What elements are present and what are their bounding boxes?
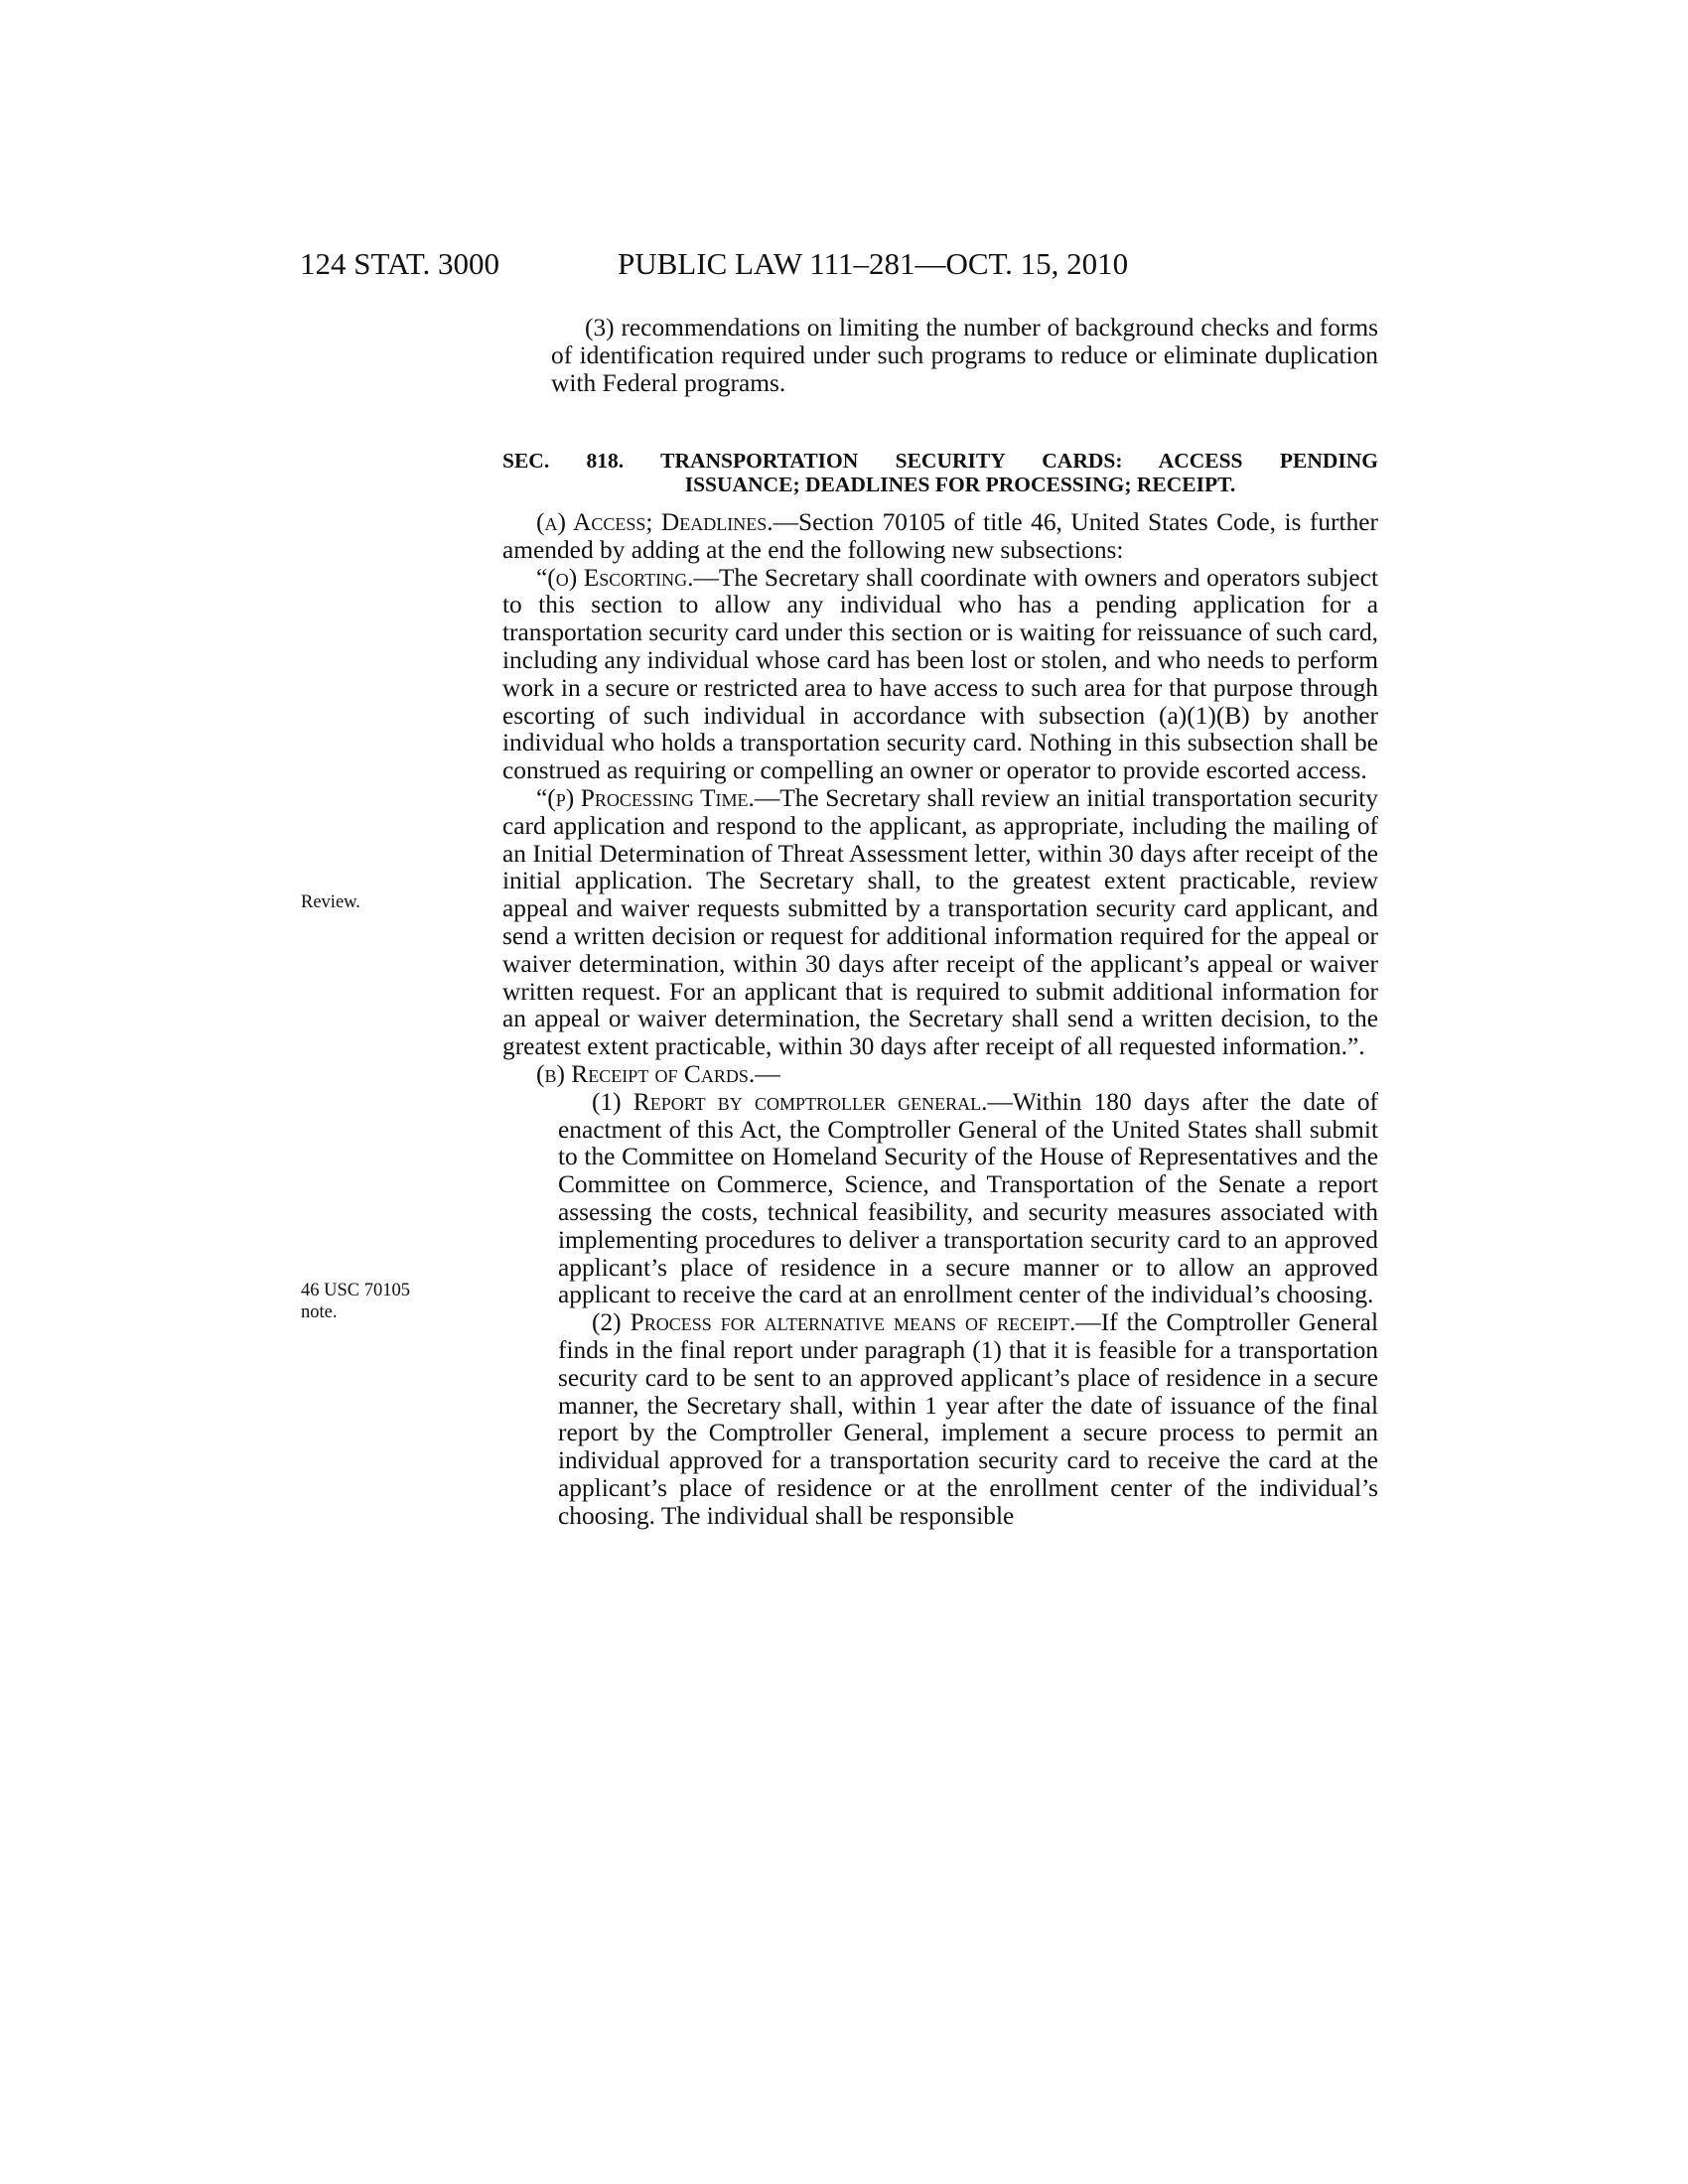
paragraph-b1 bbox=[502, 1089, 1378, 1309]
subsection-o bbox=[502, 565, 1378, 785]
paragraph-b2 bbox=[502, 1309, 1378, 1530]
paragraph-b2-text: —If the Comptroller General finds in the final report under paragraph (1) that it is feasible for a transportation security card to be sent to an approved applicant’s place of residence in a secure manner, the Secretary shall, within 1 year after the date of issuance of the final report by the Comptroller General, implement a secure process to permit an individual approved for a transportation security card to receive the card at the applicant’s place of residence or at the enrollment center of the individual’s choosing. The individual shall be responsible bbox=[558, 1308, 1378, 1530]
margin-note-usc-line1: 46 USC 70105 bbox=[301, 1281, 410, 1300]
subsection-o-text: —The Secretary shall coordinate with owners and operators subject to this section to allow any individual who has a pending application for a transportation security card under this section or is waiting for reissuance of such card, including any individual whose card has been lost or stolen, and who needs to perform work in a secure or restricted area to have access to such area for that purpose through escorting of such individual in accordance with subsection (a)(1)(B) by another individual who holds a transportation security card. Nothing in this subsection shall be construed as requiring or compelling an owner or operator to provide escorted access. bbox=[502, 563, 1378, 785]
margin-note-review: Review. bbox=[301, 892, 360, 912]
margin-note-usc-line2: note. bbox=[301, 1302, 338, 1322]
section-heading-line1: SEC. 818. TRANSPORTATION SECURITY CARDS: ACCESS PENDING bbox=[502, 449, 1378, 473]
section-heading-line2: ISSUANCE; DEADLINES FOR PROCESSING; RECEIPT. bbox=[684, 473, 1236, 496]
subsection-p-label: “(p) Processing Time. bbox=[536, 783, 755, 812]
margin-note-usc bbox=[301, 1280, 410, 1323]
paragraph-b2-label: (2) Process for alternative means of receipt. bbox=[592, 1308, 1076, 1337]
running-title: PUBLIC LAW 111–281—OCT. 15, 2010 bbox=[618, 246, 1129, 281]
subsection-b-dash: — bbox=[755, 1059, 780, 1088]
subsection-b-label: (b) Receipt of Cards. bbox=[536, 1059, 756, 1088]
page-header bbox=[300, 246, 1377, 286]
subsection-p bbox=[502, 785, 1378, 1061]
section-heading bbox=[502, 449, 1378, 496]
subsection-a bbox=[502, 509, 1378, 565]
subsection-p-text: —The Secretary shall review an initial transportation security card application and respond to the applicant, as appropriate, including the mailing of an Initial Determination of Threat Assessment letter, within 30 days after receipt of the initial application. The Secretary shall, to the greatest extent practicable, review appeal and waiver requests submitted by a transportation security card applicant, and send a written decision or request for additional information required for the appeal or waiver determination, within 30 days after receipt of the applicant’s appeal or waiver written request. For an applicant that is required to submit additional information for an appeal or waiver determination, the Secretary shall send a written decision, to the greatest extent practicable, within 30 days after receipt of all requested information.”. bbox=[502, 783, 1379, 1061]
subsection-a-label: (a) Access; Deadlines. bbox=[536, 508, 774, 536]
subsection-o-label: “(o) Escorting. bbox=[536, 563, 694, 592]
subsection-a-text: —Section 70105 of title 46, United States Code, is further amended by adding at the end the following new subsections: bbox=[502, 508, 1378, 564]
paragraph-3-carryover: (3) recommendations on limiting the number of background checks and forms of identification required under such programs to reduce or eliminate duplication with Federal programs. bbox=[551, 314, 1378, 397]
paragraph-b1-text: —Within 180 days after the date of enactment of this Act, the Comptroller General of the United States shall submit to the Committee on Homeland Security of the House of Representatives and the Committee on Commerce, Science, and Transportation of the Senate a report assessing the costs, technical feasibility, and security measures associated with implementing procedures to deliver a transportation security card to an approved applicant’s place of residence in a secure manner or to allow an approved applicant to receive the card at an enrollment center of the individual’s choosing. bbox=[558, 1087, 1378, 1309]
body-text bbox=[502, 509, 1378, 1530]
paragraph-b1-label: (1) Report by comptroller general. bbox=[592, 1087, 988, 1116]
stat-reference: 124 STAT. 3000 bbox=[300, 246, 500, 281]
subsection-b bbox=[502, 1061, 1378, 1089]
